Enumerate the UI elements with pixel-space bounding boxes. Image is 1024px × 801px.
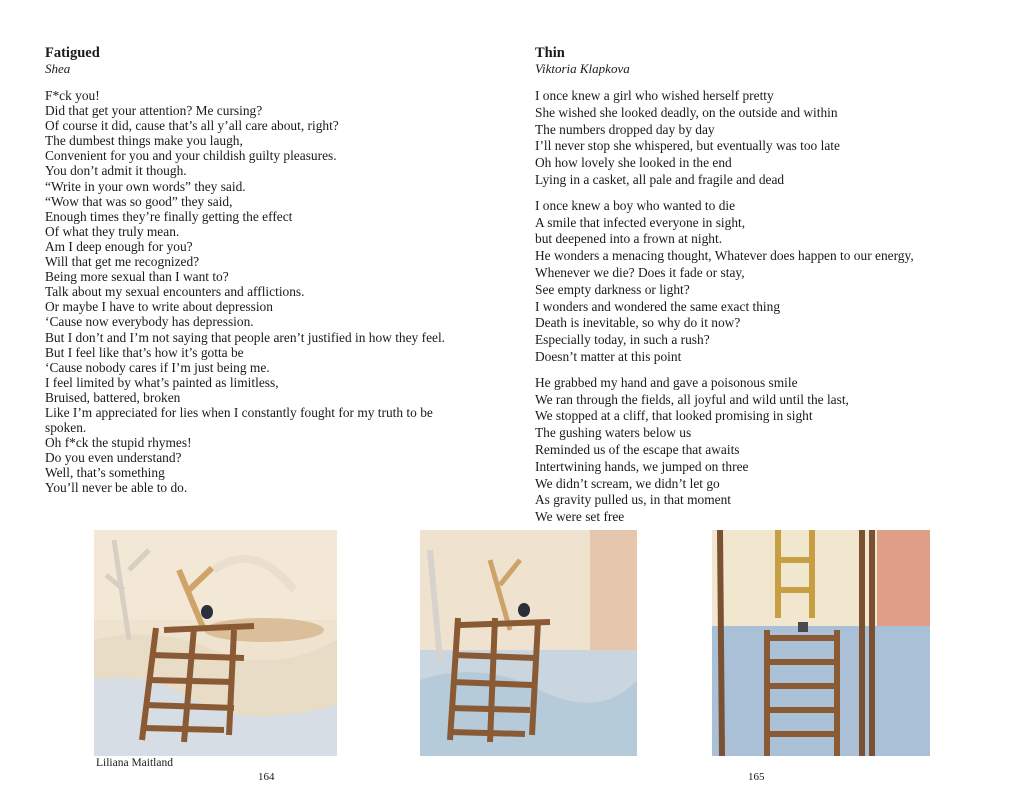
- poem-line: I feel limited by what’s painted as limitless,: [45, 374, 279, 390]
- poem-line: The dumbest things make you laugh,: [45, 133, 243, 149]
- poem-line: Especially today, in such a rush?: [535, 332, 710, 348]
- poem-line: We ran through the fields, all joyful and wild until the last,: [535, 391, 849, 407]
- poem-line: We didn’t scream, we didn’t let go: [535, 475, 720, 491]
- poem-line: See empty darkness or light?: [535, 281, 690, 297]
- poem-line: Of course it did, cause that’s all y’all care about, right?: [45, 118, 339, 134]
- artwork-2: [420, 530, 637, 756]
- poem-line: Intertwining hands, we jumped on three: [535, 458, 749, 474]
- poem-line: The numbers dropped day by day: [535, 121, 715, 137]
- poem-line: Like I’m appreciated for lies when I constantly fought for my truth to be: [45, 404, 433, 420]
- poem-line: She wished she looked deadly, on the outside and within: [535, 104, 838, 120]
- poem-line: ‘Cause nobody cares if I’m just being me.: [45, 359, 270, 375]
- poem-line: “Write in your own words” they said.: [45, 178, 246, 194]
- poem-line: Do you even understand?: [45, 450, 182, 466]
- poem-stanza: [535, 375, 975, 526]
- poem-line: Oh f*ck the stupid rhymes!: [45, 435, 192, 451]
- poem-line: Enough times they’re finally getting the effect: [45, 208, 293, 224]
- poem-line: Will that get me recognized?: [45, 254, 200, 270]
- poem-line: A smile that infected everyone in sight,: [535, 214, 746, 230]
- page-number-right: 165: [748, 771, 765, 783]
- poem-line: We were set free: [535, 509, 625, 525]
- poem-line: I wonders and wondered the same exact thing: [535, 298, 781, 314]
- poem-line: I once knew a boy who wanted to die: [535, 197, 736, 213]
- poem-title: Thin: [535, 45, 565, 61]
- poem-line: Talk about my sexual encounters and afflictions.: [45, 284, 305, 300]
- poem-line: ‘Cause now everybody has depression.: [45, 314, 254, 330]
- poem-line: Am I deep enough for you?: [45, 238, 193, 254]
- poem-line: Or maybe I have to write about depression: [45, 299, 273, 315]
- poem-line: You’ll never be able to do.: [45, 480, 188, 496]
- page-number-left: 164: [258, 771, 275, 783]
- artwork-1: [94, 530, 337, 756]
- poem-line: But I feel like that’s how it’s gotta be: [45, 344, 244, 360]
- poem-author: Viktoria Klapkova: [535, 61, 630, 76]
- poem-line: Reminded us of the escape that awaits: [535, 441, 740, 457]
- poem-line: You don’t admit it though.: [45, 163, 187, 179]
- painting-ladder-snow-icon: [94, 530, 337, 756]
- poem-stanza: [535, 198, 975, 366]
- poem-line: Whenever we die? Does it fade or stay,: [535, 264, 745, 280]
- poem-line: I once knew a girl who wished herself pretty: [535, 88, 774, 103]
- poem-author: Shea: [45, 61, 71, 76]
- poem-body: [45, 88, 500, 496]
- artwork-3: [712, 530, 930, 756]
- poem-line: Doesn’t matter at this point: [535, 348, 682, 364]
- poem-line: We stopped at a cliff, that looked promising in sight: [535, 408, 813, 424]
- poem-line: The gushing waters below us: [535, 425, 692, 441]
- poem-body: [535, 88, 975, 526]
- poem-line: Death is inevitable, so why do it now?: [535, 315, 741, 331]
- poem-line: He grabbed my hand and gave a poisonous smile: [535, 374, 798, 390]
- painting-ladder-bird-icon: [420, 530, 637, 756]
- painting-ladder-water-icon: [712, 530, 930, 756]
- poem-line: But I don’t and I’m not saying that people aren’t justified in how they feel.: [45, 329, 446, 345]
- left-page-poem: [45, 45, 500, 496]
- poem-title: Fatigued: [45, 45, 100, 61]
- poem-line: Did that get your attention? Me cursing?: [45, 103, 263, 119]
- poem-line: Oh how lovely she looked in the end: [535, 155, 732, 171]
- poem-line: He wonders a menacing thought, Whatever does happen to our energy,: [535, 248, 914, 264]
- poem-stanza: [535, 88, 975, 189]
- poem-line: Convenient for you and your childish guilty pleasures.: [45, 148, 337, 164]
- poem-line: Being more sexual than I want to?: [45, 269, 229, 285]
- poem-line: spoken.: [45, 420, 87, 436]
- poem-line: “Wow that was so good” they said,: [45, 193, 233, 209]
- poem-line: Bruised, battered, broken: [45, 389, 181, 405]
- poem-line: I’ll never stop she whispered, but eventually was too late: [535, 138, 840, 154]
- poem-line: but deepened into a frown at night.: [535, 231, 723, 247]
- poem-line: Lying in a casket, all pale and fragile and dead: [535, 171, 785, 187]
- poem-line: As gravity pulled us, in that moment: [535, 492, 732, 508]
- poem-line: F*ck you!: [45, 88, 100, 103]
- artwork-caption: Liliana Maitland: [96, 757, 173, 769]
- poem-line: Of what they truly mean.: [45, 223, 180, 239]
- right-page-poem: [535, 45, 975, 535]
- poem-line: Well, that’s something: [45, 465, 165, 481]
